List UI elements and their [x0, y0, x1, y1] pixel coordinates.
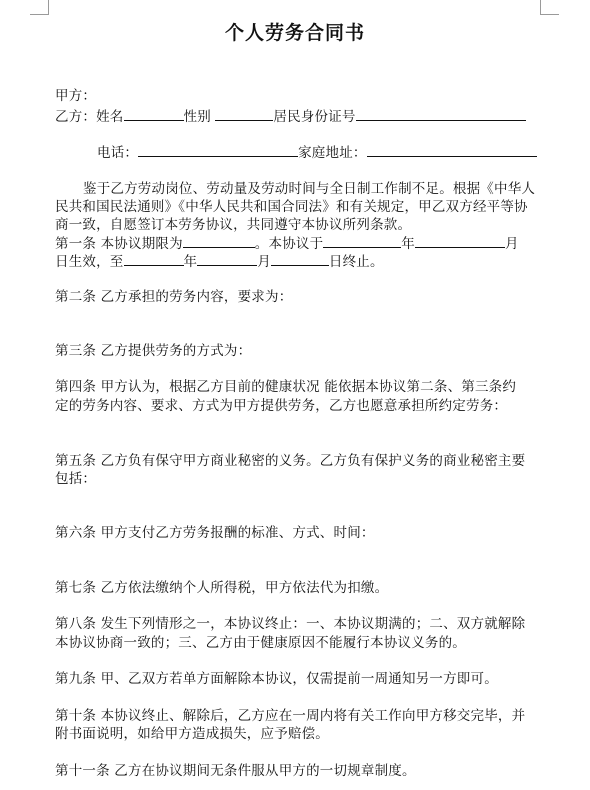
document-title: 个人劳务合同书 [224, 22, 365, 44]
article-6: 第六条 甲方支付乙方劳务报酬的标准、方式、时间： [55, 525, 375, 541]
address-blank[interactable] [367, 142, 537, 157]
party-b-label: 乙方： [55, 109, 97, 125]
gender-blank[interactable] [215, 106, 273, 121]
article-10-line-1: 第十条 本协议终止、解除后，乙方应在一周内将有关工作向甲方移交完毕，并 [55, 708, 526, 724]
end-day-blank[interactable] [271, 251, 329, 266]
page-corner-mark-right [540, 0, 559, 15]
preamble-line-3: 商一致，自愿签订本劳务协议，共同遵守本协议所列条款。 [55, 217, 412, 233]
article-5-line-1: 第五条 乙方负有保守甲方商业秘密的义务。乙方负有保护义务的商业秘密主要 [55, 453, 526, 469]
name-label: 姓名 [96, 109, 124, 125]
article-1-term-label: 第一条 本协议期限为 [55, 236, 183, 252]
article-8-line-2: 本协议协商一致的；三、乙方由于健康原因不能履行本协议义务的。 [55, 635, 466, 651]
article-2: 第二条 乙方承担的劳务内容，要求为： [55, 289, 293, 305]
end-day-label: 日终止。 [328, 254, 384, 270]
start-month-blank[interactable] [415, 233, 505, 248]
id-number-blank[interactable] [356, 106, 526, 121]
phone-blank[interactable] [138, 142, 298, 157]
address-label: 家庭地址： [298, 145, 367, 161]
gender-label: 性别 [183, 109, 211, 125]
article-8-line-1: 第八条 发生下列情形之一，本协议终止：一、本协议期满的；二、双方就解除 [55, 616, 526, 632]
contact-line [97, 142, 537, 162]
end-year-blank[interactable] [124, 251, 184, 266]
page-corner-mark-left [30, 0, 49, 15]
start-year-blank[interactable] [323, 233, 401, 248]
article-4-line-1: 第四条 甲方认为，根据乙方目前的健康状况 能依据本协议第二条、第三条约 [55, 379, 517, 395]
party-b-line [55, 106, 526, 126]
article-10-line-2: 附书面说明，如给甲方造成损失，应予赔偿。 [55, 726, 329, 742]
name-blank[interactable] [124, 106, 184, 121]
article-3: 第三条 乙方提供劳务的方式为： [55, 343, 252, 359]
month-label: 月 [505, 236, 519, 252]
year-label: 年 [401, 236, 415, 252]
article-1-effective-label: 。本协议于 [254, 236, 324, 252]
end-year-label: 年 [183, 254, 198, 270]
article-5-line-2: 包括： [55, 471, 97, 487]
article-9: 第九条 甲、乙双方若单方面解除本协议，仅需提前一周通知另一方即可。 [55, 671, 498, 687]
term-blank[interactable] [183, 233, 255, 248]
article-4-line-2: 定的劳务内容、要求、方式为甲方提供劳务，乙方也愿意承担所约定劳务： [55, 398, 508, 414]
effective-day-label: 日生效，至 [55, 254, 124, 270]
article-1-line-1 [55, 233, 519, 253]
article-11: 第十一条 乙方在协议期间无条件服从甲方的一切规章制度。 [55, 763, 416, 779]
party-a-label: 甲方： [55, 88, 97, 104]
end-month-blank[interactable] [197, 251, 257, 266]
preamble-line-2: 民共和国民法通则》《中华人民共和国合同法》和有关规定，甲乙双方经平等协 [55, 199, 528, 215]
phone-label: 电话： [97, 145, 139, 161]
article-7: 第七条 乙方依法缴纳个人所得税，甲方依法代为扣缴。 [55, 580, 389, 596]
id-number-label: 居民身份证号 [273, 109, 356, 125]
end-month-label: 月 [257, 254, 271, 270]
preamble-line-1: 鉴于乙方劳动岗位、劳动量及劳动时间与全日制工作制不足。根据《中华人 [83, 181, 536, 197]
article-1-line-2 [55, 251, 384, 271]
